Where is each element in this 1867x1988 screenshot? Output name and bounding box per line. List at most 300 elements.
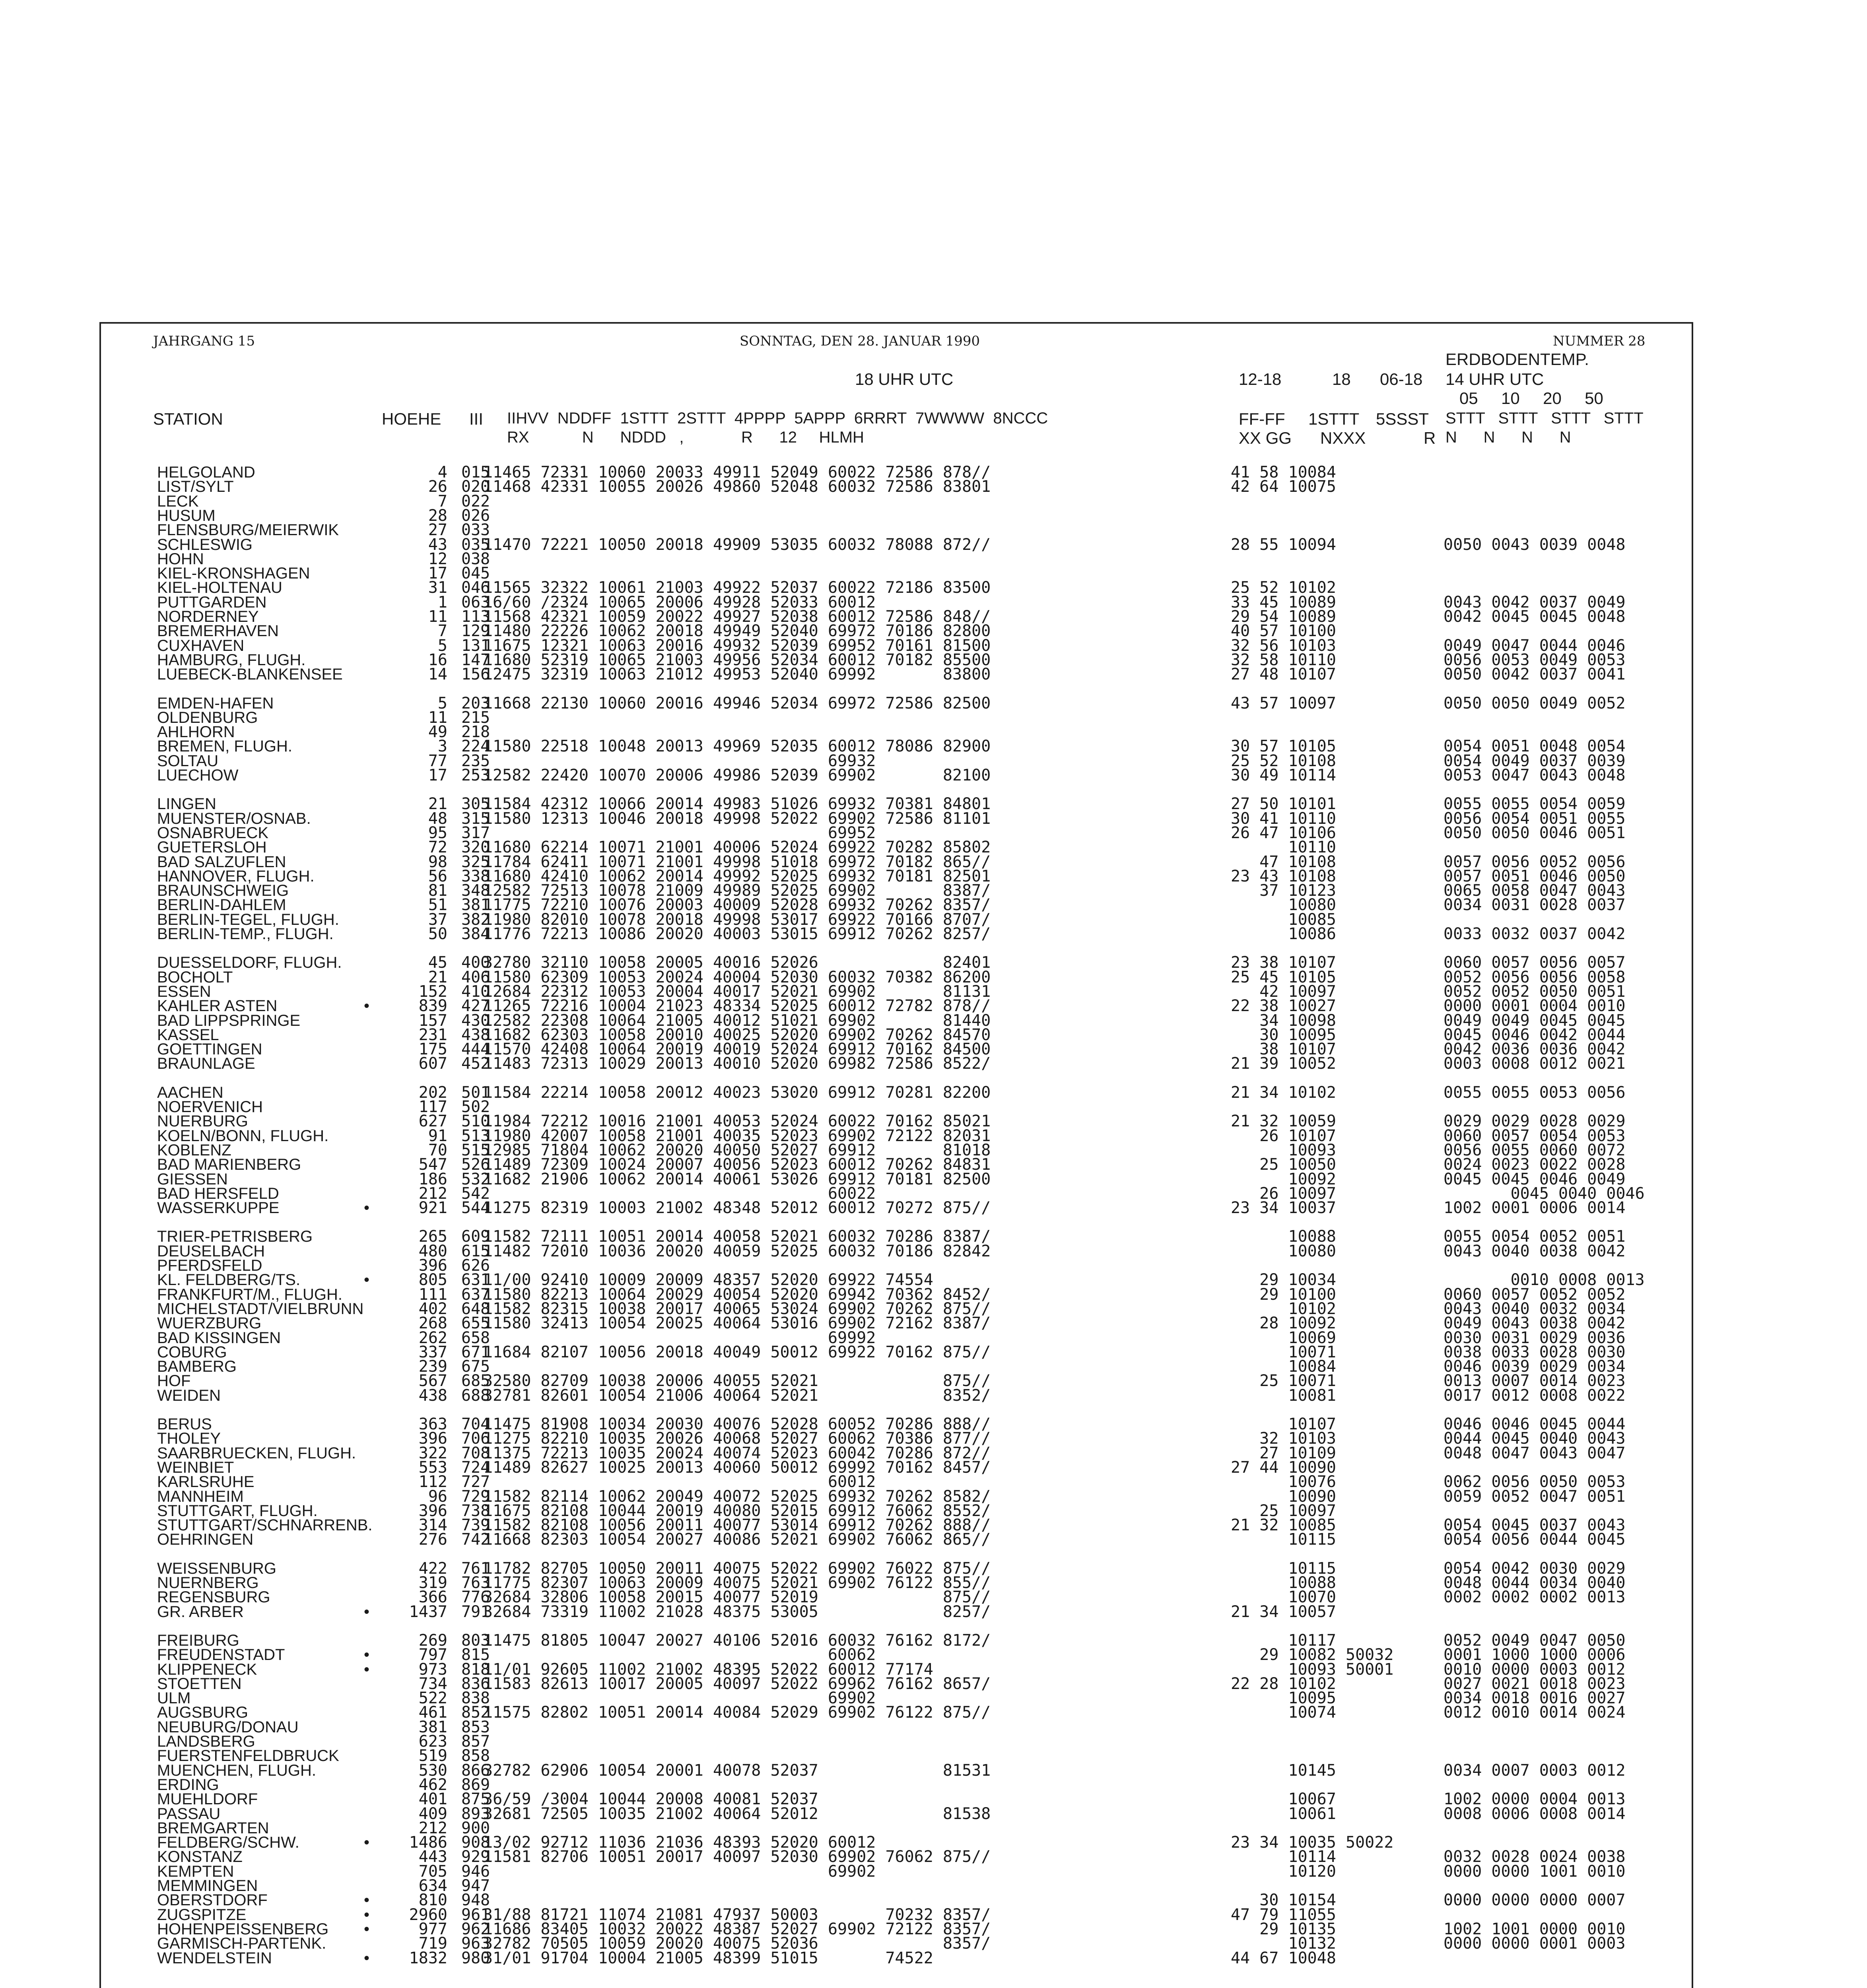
station-name: KAHLER ASTEN: [157, 997, 278, 1015]
synop-values: 11686 83405 10032 20022 48387 52027 69902 72122 8357/: [483, 1920, 991, 1938]
group-18: 18: [1332, 370, 1351, 388]
soil-temps: 0049 0043 0038 0042: [1443, 1314, 1626, 1333]
station-id: 658: [461, 1328, 490, 1347]
station-name: FELDBERG/SCHW.: [157, 1834, 299, 1852]
synop-values: 11684 82107 10056 20018 40049 50012 69922 70162 875//: [483, 1343, 991, 1361]
station-id: 637: [461, 1285, 490, 1304]
station-height: 4: [437, 463, 447, 481]
date-label: SONNTAG, DEN 28. JANUAR 1990: [740, 333, 980, 349]
soil-temps: 0000 0000 1001 0010: [1443, 1862, 1626, 1881]
station-height: 95: [428, 823, 447, 842]
synop-values: 11581 82706 10051 20017 40097 52030 69902 76062 875//: [483, 1848, 991, 1866]
station-name: BAD LIPPSPRINGE: [157, 1011, 301, 1029]
station-height: 977: [418, 1920, 447, 1938]
soil-temps: 0038 0033 0028 0030: [1443, 1343, 1626, 1361]
soil-temps: 0027 0021 0018 0023: [1443, 1674, 1626, 1693]
station-name: BERLIN-TEGEL, FLUGH.: [157, 911, 339, 928]
station-id: 704: [461, 1415, 490, 1433]
station-id: 836: [461, 1674, 490, 1693]
station-id: 218: [461, 723, 490, 742]
soil-temps: 0010 0000 0003 0012: [1443, 1660, 1626, 1679]
station-id: 400: [461, 953, 490, 972]
station-id: 406: [461, 968, 490, 986]
extra-values: 23 38 10107: [1231, 953, 1336, 972]
station-height: 91: [428, 1126, 447, 1145]
station-name: LINGEN: [157, 795, 216, 813]
synop-values: 11489 82627 10025 20013 40060 50012 69992 70162 8457/: [483, 1458, 991, 1477]
station-height: 48: [428, 809, 447, 828]
soil-temps: 0054 0042 0030 0029: [1443, 1559, 1626, 1578]
soil-temps: 0053 0047 0043 0048: [1443, 766, 1626, 784]
station-id: 763: [461, 1574, 490, 1592]
station-id: 384: [461, 925, 490, 943]
station-id: 900: [461, 1819, 490, 1837]
station-height: 522: [418, 1689, 447, 1708]
soil-temps: 0045 0040 0046: [1443, 1184, 1645, 1203]
hoehe-col-header: HOEHE: [382, 410, 441, 428]
station-id: 671: [461, 1343, 490, 1361]
soil-temps: 0056 0054 0051 0055: [1443, 809, 1626, 828]
soil-temps: 0003 0008 0012 0021: [1443, 1054, 1626, 1073]
station-id: 348: [461, 881, 490, 900]
mountain-marker: •: [364, 1646, 370, 1664]
extra-values: 10107: [1231, 1415, 1336, 1433]
station-id: 869: [461, 1775, 490, 1794]
station-height: 409: [418, 1804, 447, 1823]
synop-values: 11568 42321 10059 20022 49927 52038 60012 72586 848//: [483, 608, 991, 626]
extra-values: 10090: [1231, 1487, 1336, 1506]
station-name: THOLEY: [157, 1430, 221, 1448]
station-name: PUTTGARDEN: [157, 593, 267, 611]
soil-temps: 0032 0028 0024 0038: [1443, 1848, 1626, 1866]
extra-values: 10088: [1231, 1574, 1336, 1592]
station-id: 203: [461, 694, 490, 712]
synop-values: 11570 42408 10064 20019 40019 52024 69912 70162 84500: [483, 1040, 991, 1059]
mountain-marker: •: [364, 1603, 370, 1621]
station-name: NOERVENICH: [157, 1098, 263, 1116]
station-name: ESSEN: [157, 982, 211, 1000]
extra-values: 10115: [1231, 1530, 1336, 1549]
synop-values: 11584 42312 10066 20014 49983 51026 69932 70381 84801: [483, 795, 991, 813]
depth-labels: 05 10 20 50: [1459, 389, 1603, 408]
station-height: 396: [418, 1429, 447, 1448]
soil-temps: 0033 0032 0037 0042: [1443, 925, 1626, 943]
extra-values: 10115: [1231, 1559, 1336, 1578]
station-id: 235: [461, 751, 490, 770]
station-height: 276: [418, 1530, 447, 1549]
station-id: 502: [461, 1098, 490, 1116]
station-height: 797: [418, 1646, 447, 1664]
synop-values: 11775 82307 10063 20009 40075 52021 69902 76122 855//: [483, 1574, 991, 1592]
synop-values: 11580 32413 10054 20025 40064 53016 69902 72162 8387/: [483, 1314, 991, 1333]
station-height: 56: [428, 867, 447, 885]
station-height: 12: [428, 549, 447, 568]
station-name: GIESSEN: [157, 1170, 228, 1188]
synop-values: 11265 72216 10004 21023 48334 52025 60012 72782 878//: [483, 997, 991, 1015]
station-height: 319: [418, 1574, 447, 1592]
station-height: 14: [428, 665, 447, 684]
station-name: DUESSELDORF, FLUGH.: [157, 954, 342, 972]
station-name: OLDENBURG: [157, 709, 258, 726]
soil-temps: 0065 0058 0047 0043: [1443, 881, 1626, 900]
synop-values: 69902: [483, 1689, 876, 1708]
station-height: 186: [418, 1170, 447, 1188]
soil-temps: 0054 0051 0048 0054: [1443, 737, 1626, 756]
synop-values: 11468 42331 10055 20026 49860 52048 60032 72586 83801: [483, 478, 991, 496]
ff-header: FF-FF: [1239, 410, 1285, 428]
synop-values: 11584 22214 10058 20012 40023 53020 69912 70281 82200: [483, 1083, 991, 1102]
station-name: BRAUNSCHWEIG: [157, 882, 289, 900]
soil-temps: 0060 0057 0054 0053: [1443, 1126, 1626, 1145]
station-id: 742: [461, 1530, 490, 1549]
soil-temps: 0000 0001 0004 0010: [1443, 997, 1626, 1015]
station-height: 212: [418, 1819, 447, 1837]
extra-values: 21 34 10102: [1231, 1083, 1336, 1102]
extra-values: 10093: [1231, 1141, 1336, 1159]
extra-values: 10070: [1231, 1588, 1336, 1607]
extra-values: 10069: [1231, 1328, 1336, 1347]
station-id: 724: [461, 1458, 490, 1477]
synop-values: 11482 72010 10036 20020 40059 52025 60032 70186 82842: [483, 1242, 991, 1260]
station-name: STUTTGART, FLUGH.: [157, 1502, 318, 1520]
synop-values: 11776 72213 10086 20020 40003 53015 69912 70262 8257/: [483, 925, 991, 943]
station-name: WEISSENBURG: [157, 1559, 277, 1577]
station-height: 567: [418, 1372, 447, 1390]
station-name: NUERNBERG: [157, 1574, 259, 1592]
mountain-marker: •: [364, 1920, 370, 1938]
station-id: 544: [461, 1199, 490, 1217]
synop-values: 11465 72331 10060 20033 49911 52049 60022 72586 878//: [483, 463, 991, 481]
station-name: GOETTINGEN: [157, 1041, 262, 1058]
synop-values: 31/01 91704 10004 21005 48399 51015 74522: [483, 1949, 933, 1967]
extra-values: 25 52 10108: [1231, 751, 1336, 770]
station-name: LIST/SYLT: [157, 478, 234, 496]
synop-values: 69902: [483, 1862, 876, 1881]
station-name: BAD MARIENBERG: [157, 1156, 301, 1174]
extra-values: 32 10103: [1231, 1429, 1336, 1448]
station-name: COBURG: [157, 1343, 227, 1361]
station-name: OSNABRUECK: [157, 824, 269, 842]
soil-temps: 0043 0042 0037 0049: [1443, 593, 1626, 612]
synop-values: 11275 82210 10035 20026 40068 52027 60062 70386 877//: [483, 1429, 991, 1448]
synop-values: 13/02 92712 11036 21036 48393 52020 60012: [483, 1833, 876, 1852]
station-id: 338: [461, 867, 490, 885]
soil-temps: 0042 0045 0045 0048: [1443, 608, 1626, 626]
station-id: 015: [461, 463, 490, 481]
station-id: 791: [461, 1602, 490, 1621]
mountain-marker: •: [364, 1834, 370, 1852]
extra-values: 10080: [1231, 896, 1336, 914]
station-id: 615: [461, 1242, 490, 1260]
soil-temps: 0044 0045 0040 0043: [1443, 1429, 1626, 1448]
extra-values: 25 10097: [1231, 1501, 1336, 1520]
station-name: FRANKFURT/M., FLUGH.: [157, 1285, 342, 1303]
station-height: 262: [418, 1328, 447, 1347]
extra-values: 27 48 10107: [1231, 665, 1336, 684]
station-height: 402: [418, 1299, 447, 1318]
station-height: 26: [428, 478, 447, 496]
station-name: NUERBURG: [157, 1112, 248, 1130]
station-name: BERLIN-DAHLEM: [157, 896, 286, 914]
soil-temps: 0048 0044 0034 0040: [1443, 1574, 1626, 1592]
station-name: KIEL-HOLTENAU: [157, 579, 282, 597]
station-name: WASSERKUPPE: [157, 1199, 280, 1217]
extra-values: 10114: [1231, 1848, 1336, 1866]
soil-temps: 0042 0036 0036 0042: [1443, 1040, 1626, 1059]
soil-temps: 0060 0057 0052 0052: [1443, 1285, 1626, 1304]
synop-values: 11784 62411 10071 21001 49998 51018 69972 70182 865//: [483, 852, 991, 871]
station-name: HOF: [157, 1372, 191, 1390]
extra-values: 25 10050: [1231, 1155, 1336, 1174]
station-name: FUERSTENFELDBRUCK: [157, 1747, 339, 1765]
station-height: 70: [428, 1141, 447, 1159]
soil-temps: 0054 0056 0044 0045: [1443, 1530, 1626, 1549]
station-id: 215: [461, 708, 490, 727]
station-id: 963: [461, 1934, 490, 1953]
station-id: 739: [461, 1516, 490, 1535]
station-id: 675: [461, 1357, 490, 1376]
extra-values: 43 57 10097: [1231, 694, 1336, 712]
station-name: AUGSBURG: [157, 1704, 248, 1722]
extra-values: 41 58 10084: [1231, 463, 1336, 481]
station-name: HELGOLAND: [157, 464, 255, 481]
group-0618: 06-18: [1380, 370, 1423, 388]
station-name: SOLTAU: [157, 752, 219, 770]
soil-temps: 0062 0056 0050 0053: [1443, 1473, 1626, 1491]
extra-values: 10145: [1231, 1761, 1336, 1780]
station-height: 117: [418, 1098, 447, 1116]
soil-temps: 0057 0056 0052 0056: [1443, 852, 1626, 871]
soil-temps: 1002 0000 0004 0013: [1443, 1790, 1626, 1809]
station-height: 81: [428, 881, 447, 900]
soil-temps: 1002 1001 0000 0010: [1443, 1920, 1626, 1938]
soil-temps: 0010 0008 0013: [1443, 1271, 1645, 1289]
mountain-marker: •: [364, 1891, 370, 1909]
station-id: 852: [461, 1703, 490, 1722]
station-height: 111: [418, 1285, 447, 1304]
station-name: SAARBRUECKEN, FLUGH.: [157, 1444, 356, 1462]
extra-values: 21 39 10052: [1231, 1054, 1336, 1073]
soil-temps: 0049 0049 0045 0045: [1443, 1011, 1626, 1030]
station-name: MUENSTER/OSNAB.: [157, 810, 311, 827]
station-name: OBERSTDORF: [157, 1891, 268, 1909]
station-name: CUXHAVEN: [157, 637, 245, 654]
station-height: 3: [437, 737, 447, 756]
station-name: PASSAU: [157, 1805, 221, 1823]
extra-values: 10080: [1231, 1242, 1336, 1260]
soil-temps: 0030 0031 0029 0036: [1443, 1328, 1626, 1347]
soil-temps: 0012 0010 0014 0024: [1443, 1703, 1626, 1722]
soil-temps: 0056 0055 0060 0072: [1443, 1141, 1626, 1159]
station-id: 609: [461, 1227, 490, 1246]
synop-values: 11582 82315 10038 20017 40065 53024 69902 70262 875//: [483, 1299, 991, 1318]
extra-values: 27 44 10090: [1231, 1458, 1336, 1477]
station-name: MANNHEIM: [157, 1487, 244, 1505]
station-name: MUEHLDORF: [157, 1790, 258, 1808]
extra-values: 42 10097: [1231, 982, 1336, 1001]
station-height: 5: [437, 694, 447, 712]
synop-values: 11980 42007 10058 21001 40035 52023 69902 72122 82031: [483, 1126, 991, 1145]
station-height: 337: [418, 1343, 447, 1361]
station-height: 265: [418, 1227, 447, 1246]
station-name: WEINBIET: [157, 1458, 234, 1476]
station-height: 480: [418, 1242, 447, 1260]
extra-values: 29 10135: [1231, 1920, 1336, 1938]
extra-values: 28 55 10094: [1231, 535, 1336, 554]
station-name: BERLIN-TEMP., FLUGH.: [157, 925, 334, 943]
station-id: 033: [461, 521, 490, 540]
synop-values: 60062: [483, 1646, 876, 1664]
station-id: 532: [461, 1170, 490, 1188]
station-height: 43: [428, 535, 447, 554]
synop-values: 12582 22420 10070 20006 49986 52039 69902 82100: [483, 766, 991, 784]
soil-temps: 0046 0046 0045 0044: [1443, 1415, 1626, 1433]
station-name: FREUDENSTADT: [157, 1646, 285, 1664]
soil-temps: 0057 0051 0046 0050: [1443, 867, 1626, 885]
soil-temps: 0045 0045 0046 0049: [1443, 1170, 1626, 1188]
station-height: 623: [418, 1732, 447, 1751]
station-name: GR. ARBER: [157, 1603, 244, 1621]
station-id: 655: [461, 1314, 490, 1333]
synop-values: 12475 32319 10063 21012 49953 52040 69992 83800: [483, 665, 991, 684]
synop-values: 69952: [483, 823, 876, 842]
station-height: 27: [428, 521, 447, 540]
station-name: KASSEL: [157, 1026, 219, 1044]
extra-values: 10088: [1231, 1227, 1336, 1246]
station-height: 268: [418, 1314, 447, 1333]
extra-values: 10095: [1231, 1689, 1336, 1708]
station-height: 438: [418, 1386, 447, 1405]
synop-values: 11580 82213 10064 20029 40054 52020 69942 70362 8452/: [483, 1285, 991, 1304]
station-name: BAMBERG: [157, 1358, 237, 1376]
jahrgang-label: JAHRGANG 15: [153, 333, 255, 349]
station-height: 5: [437, 636, 447, 655]
synop-values: 32782 62906 10054 20001 40078 52037 81531: [483, 1761, 991, 1780]
station-id: 542: [461, 1184, 490, 1203]
extra-values: 32 58 10110: [1231, 650, 1336, 669]
station-id: 858: [461, 1747, 490, 1765]
station-height: 269: [418, 1631, 447, 1650]
extra-values: 30 10095: [1231, 1025, 1336, 1044]
extra-values: 26 10107: [1231, 1126, 1336, 1145]
station-height: 21: [428, 795, 447, 813]
station-name: GARMISCH-PARTENK.: [157, 1935, 326, 1953]
station-name: AHLHORN: [157, 723, 235, 741]
station-id: 320: [461, 838, 490, 857]
station-name: WEIDEN: [157, 1386, 221, 1404]
station-height: 314: [418, 1516, 447, 1535]
synop-values: 12985 71804 10062 20020 40050 52027 69912 81018: [483, 1141, 991, 1159]
station-id: 035: [461, 535, 490, 554]
st-header: 1STTT: [1308, 410, 1360, 428]
station-id: 526: [461, 1155, 490, 1174]
station-id: 893: [461, 1804, 490, 1823]
station-height: 152: [418, 982, 447, 1001]
station-id: 962: [461, 1920, 490, 1938]
soil-temps: 0054 0045 0037 0043: [1443, 1516, 1626, 1535]
station-id: 224: [461, 737, 490, 756]
soil-temps: 0052 0049 0047 0050: [1443, 1631, 1626, 1650]
station-height: 839: [418, 997, 447, 1015]
extra-values: 29 10100: [1231, 1285, 1336, 1304]
mountain-marker: •: [364, 1271, 370, 1289]
station-height: 719: [418, 1934, 447, 1953]
station-id: 410: [461, 982, 490, 1001]
station-height: 366: [418, 1588, 447, 1607]
station-height: 634: [418, 1877, 447, 1895]
station-id: 866: [461, 1761, 490, 1780]
station-height: 530: [418, 1761, 447, 1780]
extra-values: 30 41 10110: [1231, 809, 1336, 828]
station-id: 381: [461, 896, 490, 914]
synop-values: 11580 22518 10048 20013 49969 52035 60012 78086 82900: [483, 737, 991, 756]
station-height: 231: [418, 1025, 447, 1044]
station-height: 77: [428, 751, 447, 770]
synop-values: 32780 32110 10058 20005 40016 52026 82401: [483, 953, 991, 972]
extra-values: 28 10092: [1231, 1314, 1336, 1333]
synop-values: 11489 72309 10024 20007 40056 52023 60012 70262 84831: [483, 1155, 991, 1174]
synop-values: 11775 72210 10076 20003 40009 52028 69932 70262 8357/: [483, 896, 991, 914]
sss-header: 5SSST: [1376, 410, 1429, 428]
station-height: 401: [418, 1790, 447, 1809]
soil-temps: 0055 0055 0053 0056: [1443, 1083, 1626, 1102]
station-name: KOBLENZ: [157, 1141, 231, 1159]
station-name: HOHN: [157, 550, 204, 568]
synop-values: 12582 22308 10064 21005 40012 51021 69902 81440: [483, 1011, 991, 1030]
synop-values: 36/59 /3004 10044 20008 40081 52037: [483, 1790, 818, 1809]
soil-temps: 0017 0012 0008 0022: [1443, 1386, 1626, 1405]
synop-values: 11984 72212 10016 21001 40053 52024 60022 70162 85021: [483, 1112, 991, 1131]
extra-values: 29 54 10089: [1231, 608, 1336, 626]
extra-values: 40 57 10100: [1231, 622, 1336, 641]
station-name: TRIER-PETRISBERG: [157, 1228, 313, 1246]
station-height: 175: [418, 1040, 447, 1059]
station-name: ZUGSPITZE: [157, 1906, 247, 1924]
station-name: MICHELSTADT/VIELBRUNN: [157, 1300, 364, 1318]
station-id: 631: [461, 1271, 490, 1289]
synop-values: 11582 82108 10056 20011 40077 53014 69912 70262 888//: [483, 1516, 991, 1535]
extra-values: 23 43 10108: [1231, 867, 1336, 885]
station-id: 046: [461, 579, 490, 597]
extra-values: 29 10034: [1231, 1271, 1336, 1289]
station-id: 147: [461, 650, 490, 669]
station-col-header: STATION: [153, 410, 223, 428]
synop-values: 11483 72313 10029 20013 40010 52020 69982 72586 8522/: [483, 1054, 991, 1073]
station-id: 776: [461, 1588, 490, 1607]
station-name: HUSUM: [157, 507, 216, 524]
synop-values: 60022: [483, 1184, 876, 1203]
station-id: 305: [461, 795, 490, 813]
station-name: LECK: [157, 492, 199, 510]
soil-temps: 0029 0029 0028 0029: [1443, 1112, 1626, 1131]
stt-subheader: N N N N: [1445, 429, 1571, 446]
station-id: 761: [461, 1559, 490, 1578]
station-height: 422: [418, 1559, 447, 1578]
soil-temps: 0024 0023 0022 0028: [1443, 1155, 1626, 1174]
station-id: 688: [461, 1386, 490, 1405]
synop-values: 11680 42410 10062 20014 49992 52025 69932 70181 82501: [483, 867, 991, 885]
synop-values: 11480 22226 10062 20018 49949 52040 69972 70186 82800: [483, 622, 991, 641]
soil-temps: 0043 0040 0038 0042: [1443, 1242, 1626, 1260]
synop-values: 11375 72213 10035 20024 40074 52023 60042 70286 872//: [483, 1444, 991, 1462]
extra-values: 22 28 10102: [1231, 1674, 1336, 1693]
extra-values: 27 10109: [1231, 1444, 1336, 1462]
station-name: KOELN/BONN, FLUGH.: [157, 1127, 329, 1145]
station-name: ULM: [157, 1689, 191, 1707]
extra-values: 10071: [1231, 1343, 1336, 1361]
station-id: 038: [461, 549, 490, 568]
soil-temps: 0034 0007 0003 0012: [1443, 1761, 1626, 1780]
